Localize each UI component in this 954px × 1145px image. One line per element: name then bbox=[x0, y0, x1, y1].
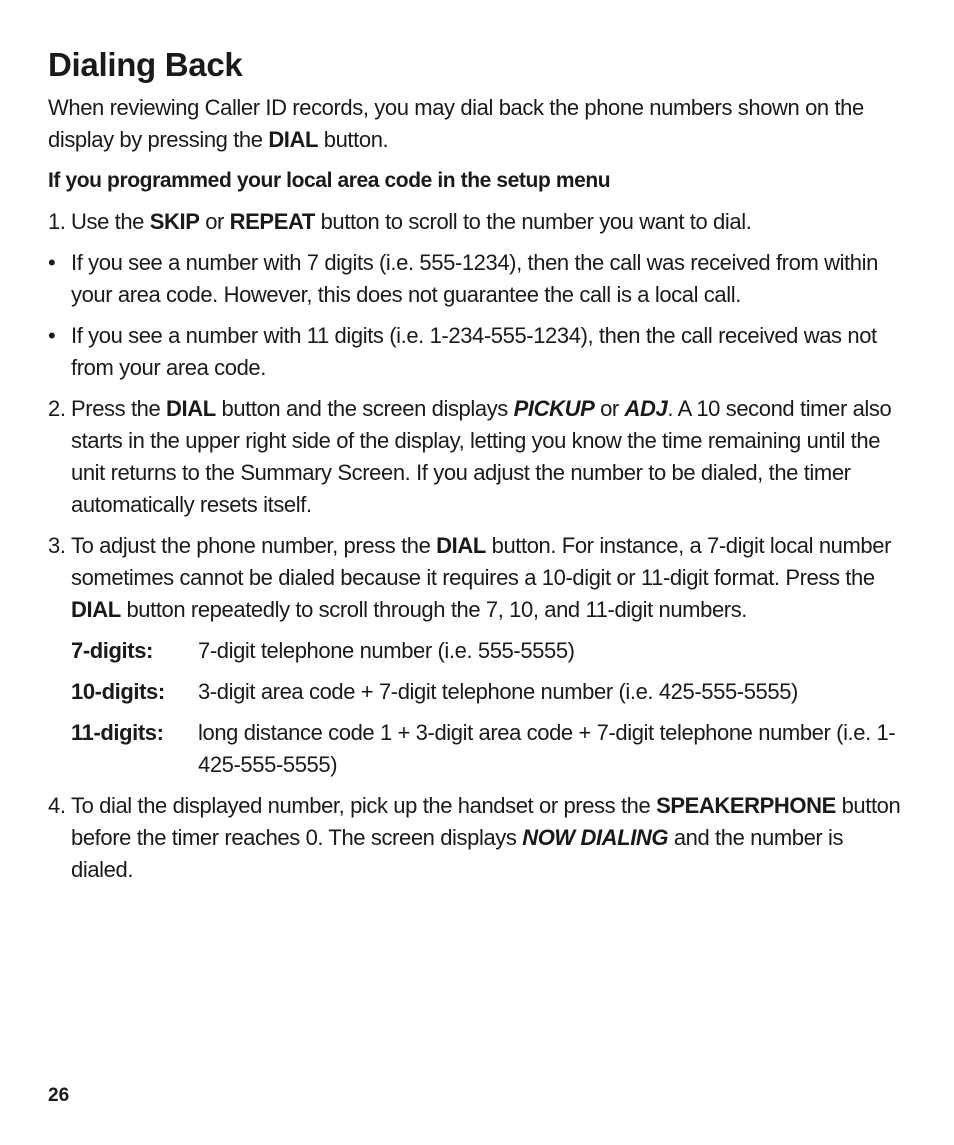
repeat-keyword: REPEAT bbox=[229, 209, 315, 234]
bullet-11-digits bbox=[48, 320, 910, 384]
step-2-text-4: . A 10 second timer also starts in the upper right side of the display, letting you know the time remaining until the unit returns to the Summary Screen. If you adjust the number to be dialed, the timer automatically resets itself. bbox=[71, 396, 892, 517]
page-title: Dialing Back bbox=[48, 46, 243, 83]
step-2-text-2: button and the screen displays bbox=[215, 396, 514, 421]
step-2-text-3: or bbox=[594, 396, 625, 421]
step-1 bbox=[48, 206, 910, 238]
step-1-text-2: or bbox=[199, 209, 230, 234]
step-2-text-1: Press the bbox=[71, 396, 167, 421]
format-row-11-digits bbox=[71, 717, 910, 781]
speakerphone-keyword: SPEAKERPHONE bbox=[656, 793, 836, 818]
intro-paragraph bbox=[48, 92, 910, 156]
format-description: long distance code 1 + 3-digit area code + 7-digit telephone number (i.e. 1-425-555-5555) bbox=[198, 720, 896, 777]
step-3-text-3: button repeatedly to scroll through the 7, 10, and 11-digit numbers. bbox=[120, 597, 748, 622]
format-row-7-digits bbox=[71, 635, 910, 667]
step-1-number: 1. bbox=[48, 209, 66, 234]
format-term: 7-digits: bbox=[71, 638, 153, 663]
dial-keyword: DIAL bbox=[436, 533, 486, 558]
format-row-10-digits bbox=[71, 676, 910, 708]
dial-keyword: DIAL bbox=[166, 396, 216, 421]
format-description: 7-digit telephone number (i.e. 555-5555) bbox=[198, 638, 575, 663]
step-3-number: 3. bbox=[48, 533, 66, 558]
format-term: 11-digits: bbox=[71, 720, 164, 745]
bullet-marker: • bbox=[48, 250, 56, 275]
format-description: 3-digit area code + 7-digit telephone number (i.e. 425-555-5555) bbox=[198, 679, 798, 704]
step-4-text-2: button before the timer reaches 0. The screen displays bbox=[71, 793, 901, 850]
step-4-number: 4. bbox=[48, 793, 66, 818]
digit-format-list bbox=[71, 635, 910, 781]
bullet-text: If you see a number with 7 digits (i.e. 555-1234), then the call was received from within your area code. However, this does not guarantee the call is a local call. bbox=[71, 250, 878, 307]
manual-page bbox=[48, 40, 910, 886]
skip-keyword: SKIP bbox=[149, 209, 200, 234]
step-2-number: 2. bbox=[48, 396, 66, 421]
bullet-7-digits bbox=[48, 247, 910, 311]
page-number: 26 bbox=[48, 1085, 70, 1106]
dial-keyword: DIAL bbox=[71, 597, 121, 622]
step-3-text-1: To adjust the phone number, press the bbox=[71, 533, 437, 558]
bullet-text: If you see a number with 11 digits (i.e. 1-234-555-1234), then the call received was not from your area code. bbox=[71, 323, 877, 380]
step-4-text-3: and the number is dialed. bbox=[71, 825, 844, 882]
bullet-marker: • bbox=[48, 323, 56, 348]
step-4-text-1: To dial the displayed number, pick up the handset or press the bbox=[71, 793, 657, 818]
intro-text-2: button. bbox=[318, 127, 389, 152]
step-2 bbox=[48, 393, 910, 521]
pickup-display-text: PICKUP bbox=[513, 396, 595, 421]
format-term: 10-digits: bbox=[71, 679, 165, 704]
step-1-text-3: button to scroll to the number you want to dial. bbox=[314, 209, 752, 234]
section-subheading: If you programmed your local area code in the setup menu bbox=[48, 169, 611, 192]
now-dialing-display-text: NOW DIALING bbox=[522, 825, 669, 850]
step-3-text-2: button. For instance, a 7-digit local number sometimes cannot be dialed because it requires a 10-digit or 11-digit format. Press the bbox=[71, 533, 892, 590]
adj-display-text: ADJ bbox=[624, 396, 668, 421]
intro-text-1: When reviewing Caller ID records, you may dial back the phone numbers shown on the display by pressing the bbox=[48, 95, 864, 152]
step-1-text-1: Use the bbox=[71, 209, 150, 234]
step-4 bbox=[48, 790, 910, 886]
step-3 bbox=[48, 530, 910, 626]
dial-keyword: DIAL bbox=[268, 127, 319, 152]
